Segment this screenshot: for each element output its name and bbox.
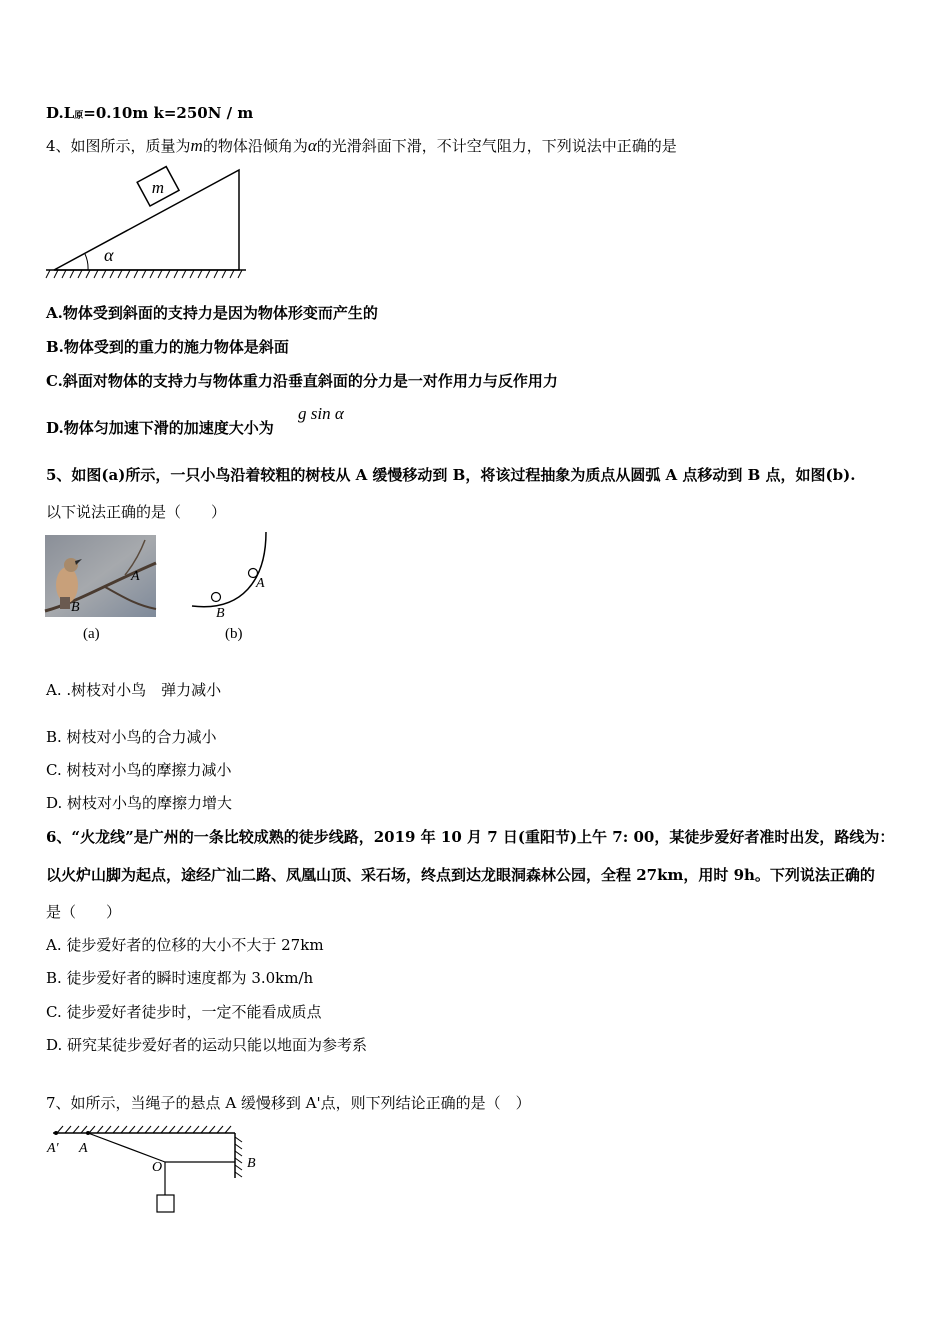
q4-incline-figure (46, 165, 251, 285)
q5-option-c: C. 树枝对小鸟的摩擦力减小 (46, 761, 232, 779)
q5-fig-a-photo (45, 535, 156, 617)
q7-label-a-prime: A′ (47, 1141, 59, 1156)
q5-fig-b-label-a: A (256, 576, 265, 591)
q4-option-a: A.物体受到斜面的支持力是因为物体形变而产生的 (46, 304, 378, 322)
q6-option-d: D. 研究某徒步爱好者的运动只能以地面为参考系 (46, 1036, 368, 1054)
q5-stem-line1: 5、如图(a)所示，一只小鸟沿着较粗的树枝从 A 缓慢移动到 B，将该过程抽象为质点从圆弧 A 点移动到 B 点，如图(b). (46, 466, 856, 484)
q5-fig-a-caption: (a) (83, 626, 100, 642)
q4-option-d-formula: g sin α (298, 404, 344, 423)
q7-label-b: B (247, 1156, 256, 1171)
q4-angle-label: α (104, 245, 114, 265)
q6-option-a: A. 徒步爱好者的位移的大小不大于 27km (46, 936, 324, 954)
q6-stem-line2: 以火炉山脚为起点，途经广汕二路、凤凰山顶、采石场，终点到达龙眼洞森林公园，全程 27km，用时 9h。下列说法正确的 (46, 866, 875, 884)
q5-fig-b-caption: (b) (225, 626, 243, 642)
q4-option-b: B.物体受到的重力的施力物体是斜面 (46, 338, 289, 356)
q7-stem: 7、如所示，当绳子的悬点 A 缓慢移到 A'点，则下列结论正确的是（ ） (46, 1094, 531, 1112)
q5-option-b: B. 树枝对小鸟的合力减小 (46, 728, 217, 746)
q5-fig-b-arc (190, 530, 280, 625)
q5-option-a: A. .树枝对小鸟 弹力减小 (46, 681, 222, 699)
q5-stem-line2: 以下说法正确的是（ ） (46, 503, 227, 521)
q4-stem: 4、如图所示，质量为m的物体沿倾角为α的光滑斜面下滑，不计空气阻力，下列说法中正确的是 (46, 136, 677, 155)
q6-option-c: C. 徒步爱好者徒步时，一定不能看成质点 (46, 1003, 322, 1021)
q5-fig-b-label-b: B (216, 606, 225, 621)
q4-block (137, 167, 179, 206)
q3-option-d: D.L原=0.10m k=250N / m (46, 104, 254, 122)
q5-fig-a-label-a: A (131, 569, 140, 584)
q7-label-o: O (152, 1160, 163, 1175)
q7-rope-figure (45, 1123, 275, 1223)
q4-option-c: C.斜面对物体的支持力与物体重力沿垂直斜面的分力是一对作用力与反作用力 (46, 372, 558, 390)
q5-fig-a-label-b: B (71, 600, 80, 615)
q6-option-b: B. 徒步爱好者的瞬时速度都为 3.0km/h (46, 969, 314, 987)
q4-option-d: D.物体匀加速下滑的加速度大小为 (46, 419, 274, 437)
q6-stem-line1: 6、“火龙线”是广州的一条比较成熟的徒步线路，2019 年 10 月 7 日(重阳节)上午 7: 00，某徒步爱好者准时出发，路线为： (46, 828, 895, 846)
q7-label-a: A (79, 1141, 88, 1156)
q4-block-label: m (151, 177, 165, 197)
q6-stem-line3: 是（ ） (46, 903, 122, 921)
q5-option-d: D. 树枝对小鸟的摩擦力增大 (46, 794, 233, 812)
